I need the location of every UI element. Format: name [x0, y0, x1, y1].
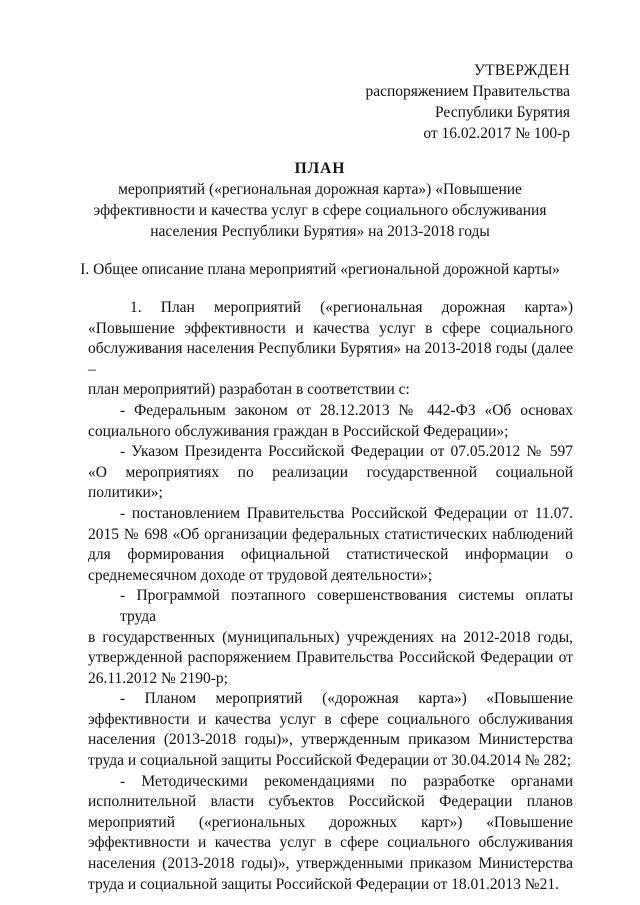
- text-line: исполнительной власти субъектов Российской Федерации планов: [88, 793, 573, 811]
- approval-region: Республики Бурятия: [435, 104, 570, 121]
- text-line: 26.11.2012 № 2190-р;: [88, 669, 228, 687]
- paragraph-7: [88, 772, 573, 896]
- text-line: среднемесячном доходе от трудовой деятельности»;: [88, 566, 433, 584]
- text-line: «Повышение эффективности и качества услуг в сфере социального: [88, 319, 573, 337]
- text-line: эффективности и качества услуг в сфере социального обслуживания: [88, 710, 573, 728]
- paragraph-4: [88, 504, 573, 586]
- text-line: - Указом Президента Российской Федерации от 07.05.2012 № 597: [120, 443, 573, 461]
- text-line: 2015 № 698 «Об организации федеральных статистических наблюдений: [88, 525, 573, 543]
- text-line: труда и социальной защиты Российской Федерации от 30.04.2014 № 282;: [88, 752, 572, 770]
- document-title: ПЛАН: [294, 160, 346, 177]
- approval-block: [365, 60, 570, 144]
- paragraph-5: [88, 586, 573, 689]
- paragraph-3: [88, 442, 573, 504]
- approval-date-number: от 16.02.2017 № 100-р: [423, 125, 570, 142]
- text-line: в государственных (муниципальных) учреждениях на 2012-2018 годы,: [88, 628, 573, 646]
- text-line: населения (2013-2018 годы)», утвержденными приказом Министерства: [88, 855, 573, 873]
- approval-authority: распоряжением Правительства: [365, 83, 570, 100]
- text-line: населения (2013-2018 годы)», утвержденным приказом Министерства: [88, 731, 573, 749]
- subtitle-line: мероприятий («региональная дорожная карта») «Повышение: [118, 181, 522, 198]
- subtitle-line: эффективности и качества услуг в сфере социального обслуживания: [93, 202, 547, 219]
- text-line: - Планом мероприятий («дорожная карта») «Повышение: [120, 690, 573, 708]
- text-line: обслуживания населения Республики Бурятия» на 2013-2018 годы (далее –: [88, 340, 573, 378]
- text-line: - Федеральным законом от 28.12.2013 № 442-ФЗ «Об основах: [120, 401, 573, 419]
- paragraph-6: [88, 689, 573, 771]
- subtitle-line: населения Республики Бурятия» на 2013-2018 годы: [150, 223, 490, 240]
- paragraph-2: [88, 401, 573, 442]
- text-line: план мероприятий) разработан в соответствии с:: [88, 381, 410, 399]
- text-line: - Методическими рекомендациями по разработке органами: [120, 772, 573, 790]
- approval-title: УТВЕРЖДЕН: [473, 62, 570, 79]
- text-line: труда и социальной защиты Российской Федерации от 18.01.2013 №21.: [88, 875, 559, 893]
- text-line: утвержденной распоряжением Правительства Российской Федерации от: [88, 649, 573, 667]
- text-line: «О мероприятиях по реализации государственной социальной политики»;: [88, 463, 573, 502]
- text-line: 1. План мероприятий («региональная дорожная карта»): [130, 299, 573, 316]
- text-line: мероприятий («региональных дорожных карт») «Повышение: [88, 813, 573, 831]
- text-line: - Программой поэтапного совершенствования системы оплаты труда: [120, 587, 573, 625]
- document-subtitle: [80, 179, 560, 242]
- body-text: [88, 298, 573, 895]
- text-line: - постановлением Правительства Российской Федерации от 11.07.: [120, 504, 573, 522]
- paragraph-1: [88, 298, 573, 401]
- text-line: социального обслуживания граждан в Российской Федерации»;: [88, 422, 509, 440]
- text-line: эффективности и качества услуг в сфере социального обслуживания: [88, 834, 573, 852]
- text-line: для формирования официальной статистической информации о: [88, 546, 573, 564]
- section-heading: I. Общее описание плана мероприятий «региональной дорожной карты»: [80, 261, 560, 278]
